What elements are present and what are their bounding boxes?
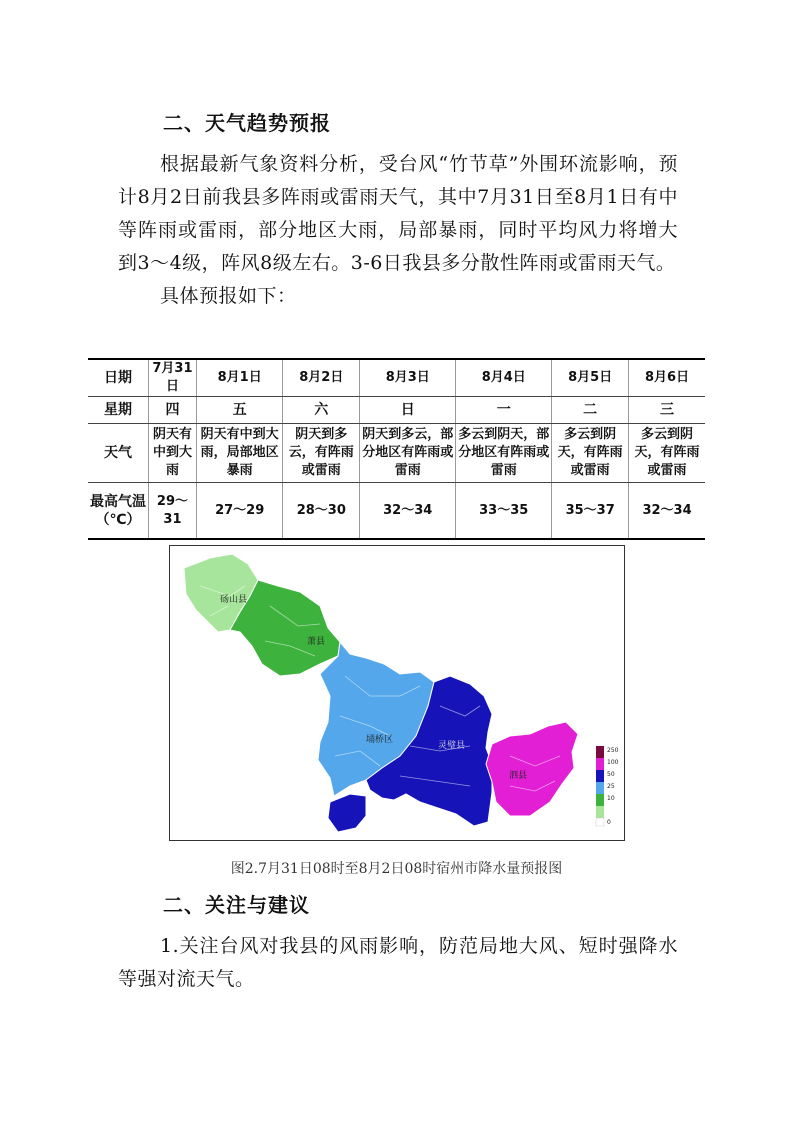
legend-swatch <box>596 806 604 818</box>
table-cell: 29～31 <box>149 483 197 540</box>
region-yongqiao-south <box>328 794 366 832</box>
map-label: 砀山县 <box>220 595 248 605</box>
table-cell: 8月6日 <box>629 359 705 397</box>
table-cell: 最高气温（℃） <box>88 483 149 540</box>
map-label: 萧县 <box>307 637 326 647</box>
table-cell: 阴天到多云，有阵雨或雷雨 <box>283 424 360 483</box>
legend-label: 25 <box>607 783 615 790</box>
table-cell: 日 <box>360 397 456 424</box>
table-row-temperature <box>88 483 705 540</box>
map-label: 埇桥区 <box>366 735 394 745</box>
legend-label: 250 <box>607 747 619 754</box>
table-cell: 8月1日 <box>196 359 282 397</box>
table-cell: 28～30 <box>283 483 360 540</box>
table-cell: 多云到阴天，有阵雨或雷雨 <box>552 424 629 483</box>
table-cell: 星期 <box>88 397 149 424</box>
map-label: 灵璧县 <box>438 741 466 751</box>
section-title-forecast: 二、天气趋势预报 <box>163 111 331 135</box>
legend-swatch <box>596 746 604 758</box>
legend-swatch <box>596 758 604 770</box>
table-cell: 天气 <box>88 424 149 483</box>
legend-swatch <box>596 770 604 782</box>
region-sixian <box>486 722 578 816</box>
legend-label: 50 <box>607 771 615 778</box>
table-cell: 三 <box>629 397 705 424</box>
table-cell: 日期 <box>88 359 149 397</box>
table-cell: 7月31日 <box>149 359 197 397</box>
map-caption: 图2.7月31日08时至8月2日08时宿州市降水量预报图 <box>230 861 563 877</box>
table-cell: 32～34 <box>629 483 705 540</box>
legend-label: 10 <box>607 795 615 802</box>
map-label: 泗县 <box>509 771 528 781</box>
table-cell: 阴天有中到大雨，局部地区暴雨 <box>196 424 282 483</box>
legend-swatch <box>596 818 604 826</box>
table-cell: 六 <box>283 397 360 424</box>
legend-label: 0 <box>607 819 611 826</box>
legend-swatch <box>596 794 604 806</box>
table-cell: 32～34 <box>360 483 456 540</box>
table-cell: 阴天有中到大雨 <box>149 424 197 483</box>
table-row-weather <box>88 424 705 483</box>
table-row-date <box>88 359 705 397</box>
table-cell: 27～29 <box>196 483 282 540</box>
map-legend <box>596 746 619 826</box>
table-cell: 35～37 <box>552 483 629 540</box>
table-cell: 多云到阴天，部分地区有阵雨或雷雨 <box>456 424 552 483</box>
table-cell: 二 <box>552 397 629 424</box>
table-row-weekday <box>88 397 705 424</box>
table-cell: 8月4日 <box>456 359 552 397</box>
table-cell: 五 <box>196 397 282 424</box>
advice-paragraph <box>118 930 678 996</box>
table-cell: 一 <box>456 397 552 424</box>
table-cell: 多云到阴天，有阵雨或雷雨 <box>629 424 705 483</box>
table-cell: 8月3日 <box>360 359 456 397</box>
legend-swatch <box>596 782 604 794</box>
precipitation-map <box>169 545 625 841</box>
table-cell: 33～35 <box>456 483 552 540</box>
advice-item-1: 1.关注台风对我县的风雨影响，防范局地大风、短时强降水等强对流天气。 <box>118 935 678 990</box>
precipitation-map-svg <box>170 546 624 840</box>
table-cell: 四 <box>149 397 197 424</box>
forecast-text: 根据最新气象资料分析，受台风“竹节草”外围环流影响，预计8月2日前我县多阵雨或雷雨天气，其中7月31日至8月1日有中等阵雨或雷雨，部分地区大雨，局部暴雨，同时平均风力将增大到3～4级，阵风8级左右。3-6日我县多分散性阵雨或雷雨天气。 <box>118 153 678 274</box>
table-cell: 阴天到多云，部分地区有阵雨或雷雨 <box>360 424 456 483</box>
table-cell: 8月5日 <box>552 359 629 397</box>
section-title-advice: 二、关注与建议 <box>163 893 310 917</box>
table-cell: 8月2日 <box>283 359 360 397</box>
detail-intro: 具体预报如下： <box>160 285 297 307</box>
forecast-paragraph <box>118 148 678 313</box>
forecast-table <box>88 358 705 540</box>
legend-label: 100 <box>607 759 619 766</box>
